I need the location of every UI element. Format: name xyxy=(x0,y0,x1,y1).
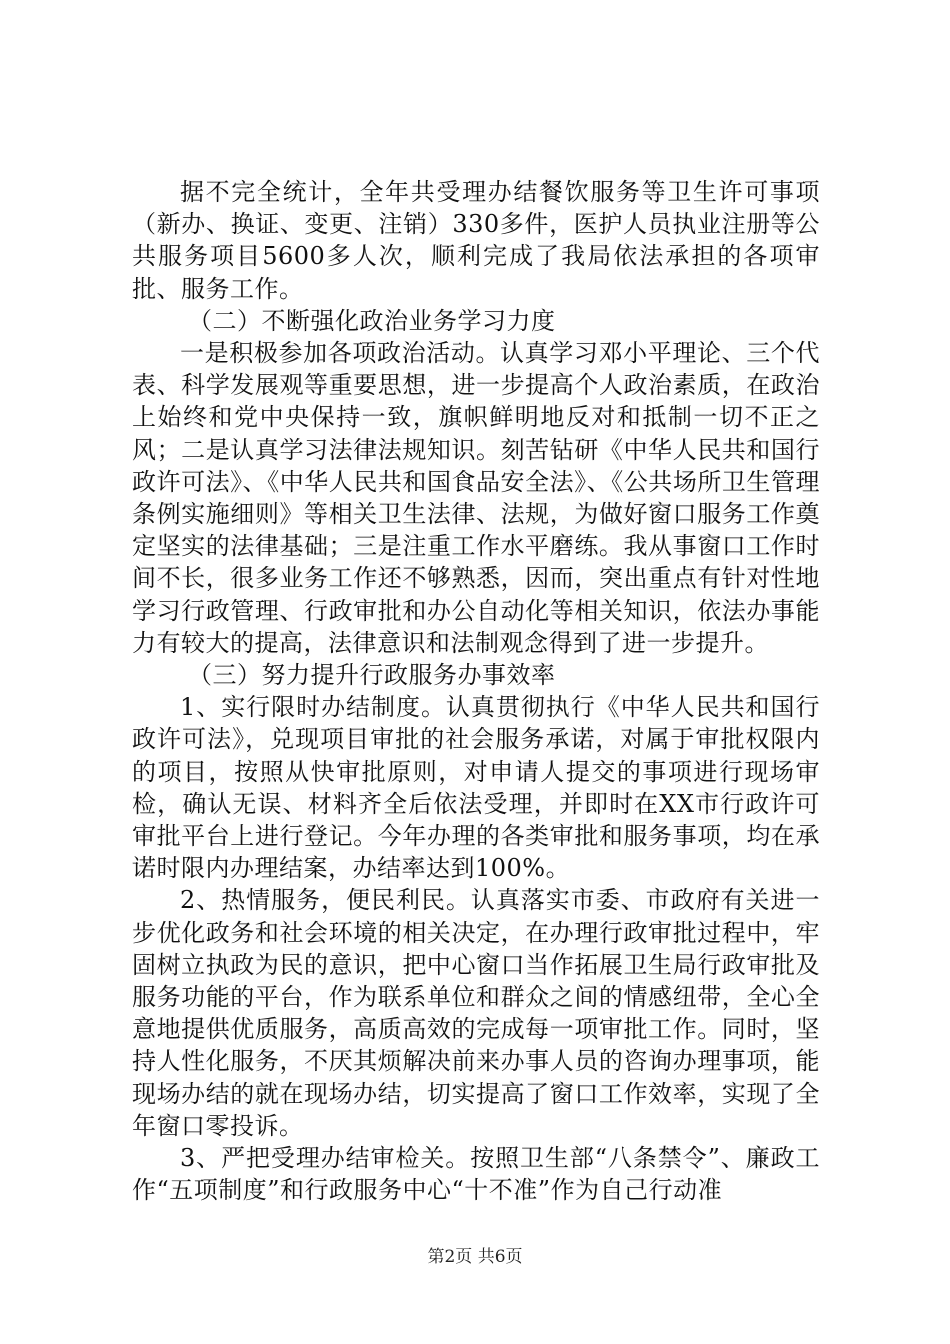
paragraph-statistics: 据不完全统计，全年共受理办结餐饮服务等卫生许可事项（新办、换证、变更、注销）330多件，医护人员执业注册等公共服务项目5600多人次，顺利完成了我局依法承担的各项审批、服务工作。 xyxy=(132,178,820,303)
paragraph-political-study: 一是积极参加各项政治活动。认真学习邓小平理论、三个代表、科学发展观等重要思想，进一步提高个人政治素质，在政治上始终和党中央保持一致，旗帜鲜明地反对和抵制一切不正之风；二是认真学习法律法规知识。刻苦钻研《中华人民共和国行政许可法》、《中华人民共和国食品安全法》、《公共场所卫生管理条例实施细则》等相关卫生法律、法规，为做好窗口服务工作奠定坚实的法律基础；三是注重工作水平磨练。我从事窗口工作时间不长，很多业务工作还不够熟悉，因而，突出重点有针对性地学习行政管理、行政审批和办公自动化等相关知识，依法办事能力有较大的提高，法律意识和法制观念得到了进一步提升。 xyxy=(132,339,820,657)
page-footer: 第2页 共6页 xyxy=(427,1247,523,1267)
paragraph-service: 2、热情服务，便民利民。认真落实市委、市政府有关进一步优化政务和社会环境的相关决定，在办理行政审批过程中，牢固树立执政为民的意识，把中心窗口当作拓展卫生局行政审批及服务功能的平台，作为联系单位和群众之间的情感纽带，全心全意地提供优质服务，高质高效的完成每一项审批工作。同时，坚持人性化服务，不厌其烦解决前来办事人员的咨询办理事项，能现场办结的就在现场办结，切实提高了窗口工作效率，实现了全年窗口零投诉。 xyxy=(132,886,820,1140)
paragraph-review: 3、严把受理办结审检关。按照卫生部“八条禁令”、廉政工作“五项制度”和行政服务中心“十不准”作为自己行动准 xyxy=(132,1144,820,1205)
section-heading-efficiency: （三）努力提升行政服务办事效率 xyxy=(188,661,556,690)
document-body xyxy=(132,176,820,1207)
section-heading-political-study: （二）不断强化政治业务学习力度 xyxy=(188,306,556,335)
paragraph-time-limit: 1、实行限时办结制度。认真贯彻执行《中华人民共和国行政许可法》，兑现项目审批的社会服务承诺，对属于审批权限内的项目，按照从快审批原则，对申请人提交的事项进行现场审检，确认无误、材料齐全后依法受理，并即时在XX市行政许可审批平台上进行登记。今年办理的各类审批和服务事项，均在承诺时限内办理结案，办结率达到100%。 xyxy=(132,693,820,883)
